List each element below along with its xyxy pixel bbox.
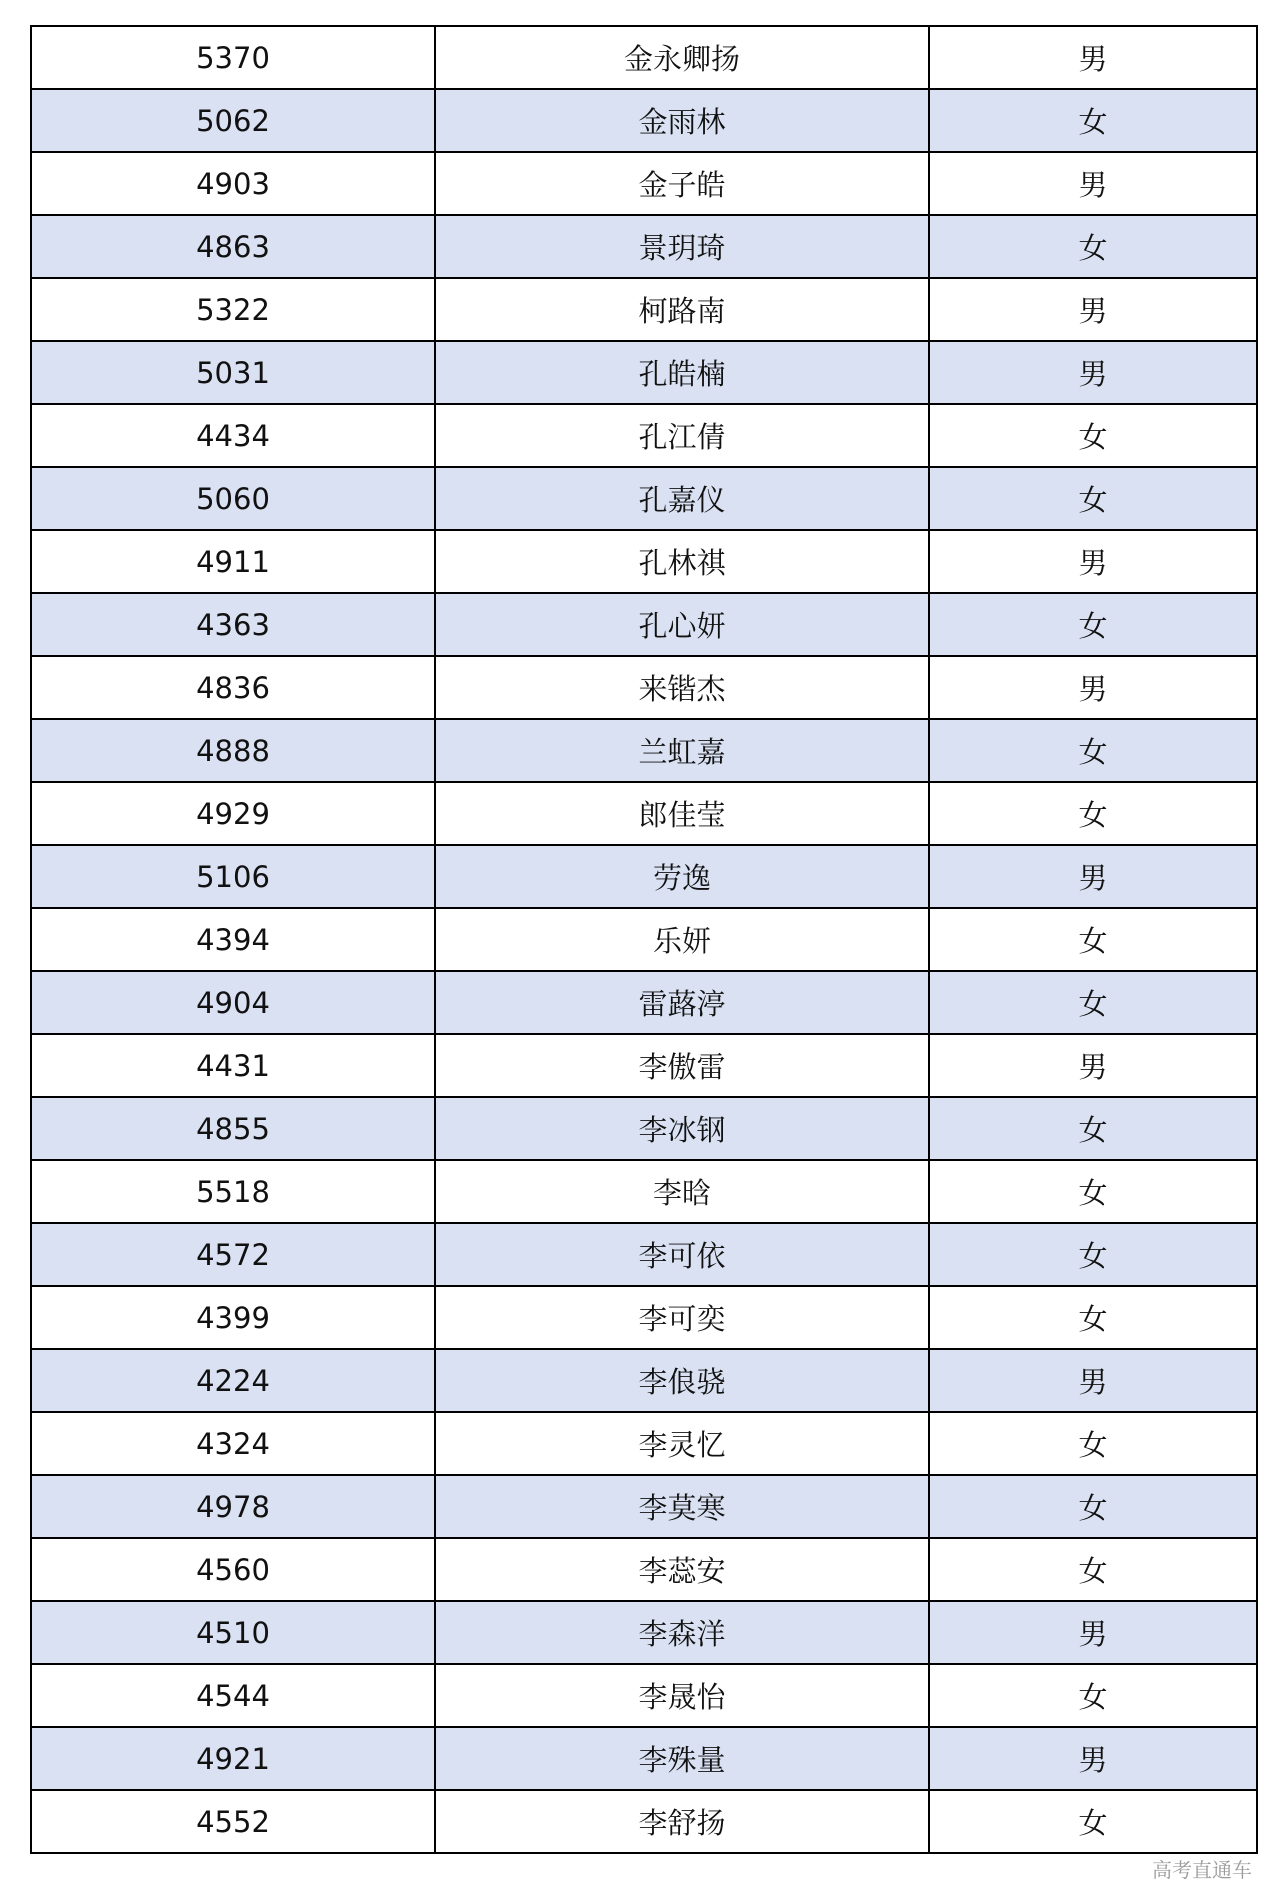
- table-row: [31, 1034, 1257, 1097]
- id-cell: 5370: [31, 26, 435, 89]
- name-cell: 李舒扬: [435, 1790, 929, 1853]
- table-row: [31, 26, 1257, 89]
- table-row: [31, 1349, 1257, 1412]
- id-cell: 5322: [31, 278, 435, 341]
- name-cell: 李可奕: [435, 1286, 929, 1349]
- name-cell: 柯路南: [435, 278, 929, 341]
- name-cell: 孔江倩: [435, 404, 929, 467]
- id-cell: 4911: [31, 530, 435, 593]
- table-row: [31, 530, 1257, 593]
- name-cell: 孔心妍: [435, 593, 929, 656]
- gender-cell: 男: [929, 1601, 1257, 1664]
- table-row: [31, 278, 1257, 341]
- name-cell: 李灵忆: [435, 1412, 929, 1475]
- gender-cell: 女: [929, 1097, 1257, 1160]
- id-cell: 5106: [31, 845, 435, 908]
- gender-cell: 女: [929, 1286, 1257, 1349]
- gender-cell: 女: [929, 1160, 1257, 1223]
- table-row: [31, 1475, 1257, 1538]
- id-cell: 4510: [31, 1601, 435, 1664]
- id-cell: 4399: [31, 1286, 435, 1349]
- gender-cell: 女: [929, 404, 1257, 467]
- id-cell: 4978: [31, 1475, 435, 1538]
- roster-table: [30, 25, 1258, 1854]
- name-cell: 李冰钢: [435, 1097, 929, 1160]
- gender-cell: 女: [929, 908, 1257, 971]
- table-row: [31, 1727, 1257, 1790]
- gender-cell: 女: [929, 1223, 1257, 1286]
- table-row: [31, 782, 1257, 845]
- gender-cell: 女: [929, 89, 1257, 152]
- table-row: [31, 908, 1257, 971]
- id-cell: 4929: [31, 782, 435, 845]
- name-cell: 李可依: [435, 1223, 929, 1286]
- id-cell: 4544: [31, 1664, 435, 1727]
- name-cell: 李莫寒: [435, 1475, 929, 1538]
- id-cell: 4888: [31, 719, 435, 782]
- name-cell: 李晟怡: [435, 1664, 929, 1727]
- id-cell: 4552: [31, 1790, 435, 1853]
- table-row: [31, 656, 1257, 719]
- gender-cell: 男: [929, 1727, 1257, 1790]
- table-row: [31, 215, 1257, 278]
- gender-cell: 女: [929, 1412, 1257, 1475]
- id-cell: 5518: [31, 1160, 435, 1223]
- id-cell: 4394: [31, 908, 435, 971]
- name-cell: 金永卿扬: [435, 26, 929, 89]
- id-cell: 4224: [31, 1349, 435, 1412]
- name-cell: 金子皓: [435, 152, 929, 215]
- id-cell: 4324: [31, 1412, 435, 1475]
- name-cell: 兰虹嘉: [435, 719, 929, 782]
- table-row: [31, 404, 1257, 467]
- table-row: [31, 971, 1257, 1034]
- name-cell: 乐妍: [435, 908, 929, 971]
- gender-cell: 女: [929, 719, 1257, 782]
- name-cell: 来锴杰: [435, 656, 929, 719]
- gender-cell: 男: [929, 152, 1257, 215]
- table-row: [31, 152, 1257, 215]
- gender-cell: 男: [929, 845, 1257, 908]
- table-row: [31, 1223, 1257, 1286]
- name-cell: 李殊量: [435, 1727, 929, 1790]
- id-cell: 4836: [31, 656, 435, 719]
- id-cell: 4434: [31, 404, 435, 467]
- id-cell: 4363: [31, 593, 435, 656]
- name-cell: 景玥琦: [435, 215, 929, 278]
- name-cell: 孔林祺: [435, 530, 929, 593]
- watermark: 高考直通车: [1152, 1858, 1252, 1882]
- name-cell: 李晗: [435, 1160, 929, 1223]
- id-cell: 5060: [31, 467, 435, 530]
- table-row: [31, 341, 1257, 404]
- table-row: [31, 467, 1257, 530]
- table-row: [31, 1286, 1257, 1349]
- table-row: [31, 593, 1257, 656]
- table-row: [31, 89, 1257, 152]
- table-row: [31, 1664, 1257, 1727]
- gender-cell: 女: [929, 593, 1257, 656]
- id-cell: 4904: [31, 971, 435, 1034]
- name-cell: 李蕊安: [435, 1538, 929, 1601]
- table-row: [31, 1412, 1257, 1475]
- gender-cell: 女: [929, 1664, 1257, 1727]
- id-cell: 4863: [31, 215, 435, 278]
- name-cell: 雷蕗渟: [435, 971, 929, 1034]
- id-cell: 5062: [31, 89, 435, 152]
- roster-table-body: [31, 26, 1257, 1853]
- gender-cell: 女: [929, 971, 1257, 1034]
- name-cell: 孔皓楠: [435, 341, 929, 404]
- table-row: [31, 1097, 1257, 1160]
- id-cell: 5031: [31, 341, 435, 404]
- table-row: [31, 845, 1257, 908]
- id-cell: 4855: [31, 1097, 435, 1160]
- name-cell: 李傲雷: [435, 1034, 929, 1097]
- id-cell: 4572: [31, 1223, 435, 1286]
- gender-cell: 男: [929, 1034, 1257, 1097]
- gender-cell: 男: [929, 278, 1257, 341]
- gender-cell: 女: [929, 1475, 1257, 1538]
- gender-cell: 女: [929, 215, 1257, 278]
- gender-cell: 男: [929, 26, 1257, 89]
- name-cell: 郎佳莹: [435, 782, 929, 845]
- name-cell: 李俍骁: [435, 1349, 929, 1412]
- gender-cell: 女: [929, 1790, 1257, 1853]
- gender-cell: 男: [929, 1349, 1257, 1412]
- name-cell: 金雨林: [435, 89, 929, 152]
- id-cell: 4903: [31, 152, 435, 215]
- gender-cell: 男: [929, 656, 1257, 719]
- table-row: [31, 1538, 1257, 1601]
- table-row: [31, 719, 1257, 782]
- gender-cell: 男: [929, 341, 1257, 404]
- gender-cell: 女: [929, 1538, 1257, 1601]
- gender-cell: 女: [929, 467, 1257, 530]
- table-row: [31, 1601, 1257, 1664]
- name-cell: 劳逸: [435, 845, 929, 908]
- id-cell: 4431: [31, 1034, 435, 1097]
- name-cell: 孔嘉仪: [435, 467, 929, 530]
- gender-cell: 女: [929, 782, 1257, 845]
- name-cell: 李森洋: [435, 1601, 929, 1664]
- table-row: [31, 1160, 1257, 1223]
- id-cell: 4921: [31, 1727, 435, 1790]
- id-cell: 4560: [31, 1538, 435, 1601]
- table-row: [31, 1790, 1257, 1853]
- gender-cell: 男: [929, 530, 1257, 593]
